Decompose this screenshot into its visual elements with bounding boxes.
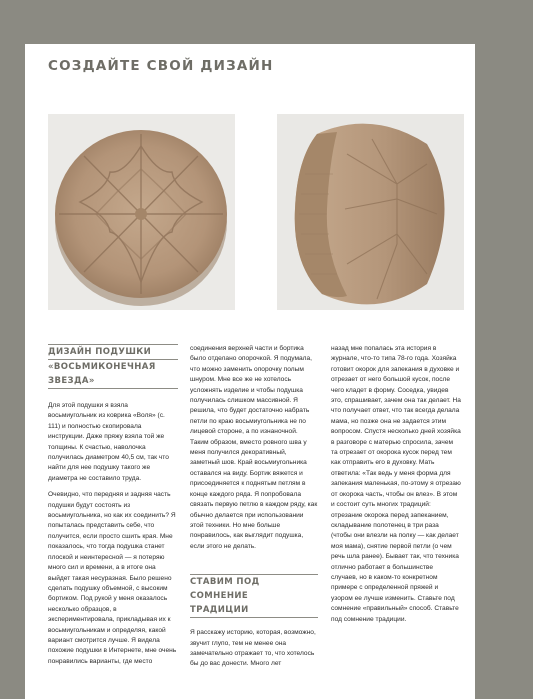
paragraph: соединения верхней части и бортика было отделано опорочкой. Я подумала, что можно заменить опорочку полым шнуром. Мне все же не хотелось усложнять изделие и чтобы подушка получилась слишком массивной. Я решила, что будет достаточно набрать петли по краю восьмиугольника не по лицевой стороне, а по изнаночной. Таким образом, вместо ровного шва у меня получился декоративный, заметный шов. Край восьмиугольника оставался на виду. Бортик вяжется и присоединяется к поднятым петлям в конце каждого ряда. Я попробовала связать первую петлю в каждом ряду, как обычно делается при использовании этой техники. Но мне больше понравилось, как выглядит подушка, если этого не делать. <box>190 345 318 550</box>
page-title: СОЗДАЙТЕ СВОЙ ДИЗАЙН <box>48 58 274 74</box>
paragraph: Очевидно, что передняя и задняя часть подушки будут состоять из восьмиугольника, но как их соединить? Я попыталась представить себе, что получится, если просто сшить края. Мне показалось, что тогда подушка станет плоской и неинтересной — я потеряю много сил и времени, а в итоге она выйдет такая несуразная. Было решено сделать подушку объемной, с высоким бортиком. Под рукой у меня оказалось несколько образцов, в экспериментировала, прикладывая их к восьмиугольникам и определяя, какой вариант смотрится лучше. Я видела похожие подушки в Интернете, мне очень понравились варианты, где место <box>48 491 177 665</box>
section-heading: СТАВИМ ПОД СОМНЕНИЕ <box>190 577 260 602</box>
text-column-1 <box>48 344 178 673</box>
section-heading: ДИЗАЙН ПОДУШКИ <box>48 347 152 357</box>
section-heading-2: ТРАДИЦИИ <box>190 605 249 616</box>
pillow-side-view-photo <box>277 114 464 310</box>
text-column-3 <box>331 344 461 631</box>
pillow-top-view-photo <box>48 114 235 310</box>
text-column-2 <box>190 344 318 676</box>
paragraph: Я расскажу историю, которая, возможно, звучит глупо, тем не менее она замечательно отражает то, что хотелось бы до вас донести. Много лет <box>190 629 316 668</box>
paragraph: назад мне попалась эта история в журнале, что-то типа 78-го года. Хозяйка готовит окорок для запекания в духовке и отрезает от него большой кусок, после чего кладет в форму. Соседка, увидев это, спрашивает, зачем она так делает. На что получает ответ, что так всегда делала мама, но позже она не задается этим вопросом. Спустя несколько дней хозяйка в разговоре с матерью спросила, зачем та отрезает от окорока кусок перед тем как отправить его в духовку. Мать ответила: «Так ведь у меня форма для запекания маленькая, по-этому я отрезаю от окорока часть, чтобы он влез». В этом и состоит суть многих традиций: отрезание окорока перед запеканием, складывание полотенец в три раза (чтобы они влезли на полку — как делает моя мама), снятие первой петли (о чем речь шла ранее). Бывает так, что техника отлично работает в большинстве случаев, но в каком-то конкретном примере с определенной пряжей и узором ее лучше изменить. Ставьте под сомнение «правильный» способ. Ставьте под сомнение традиции. <box>331 345 461 623</box>
paragraph: Для этой подушки я взяла восьмиугольник из коврика «Воля» (с. 111) и полностью скопировала инструкции. Даже пряжу взяла той же толщины. К счастью, наволочка получилась диаметром 40,5 см, так что найти для нее подушку такого же диаметра не составило труда. <box>48 402 169 482</box>
book-page <box>25 44 475 699</box>
section-heading-2: «ВОСЬМИКОНЕЧНАЯ ЗВЕЗДА» <box>48 362 156 386</box>
